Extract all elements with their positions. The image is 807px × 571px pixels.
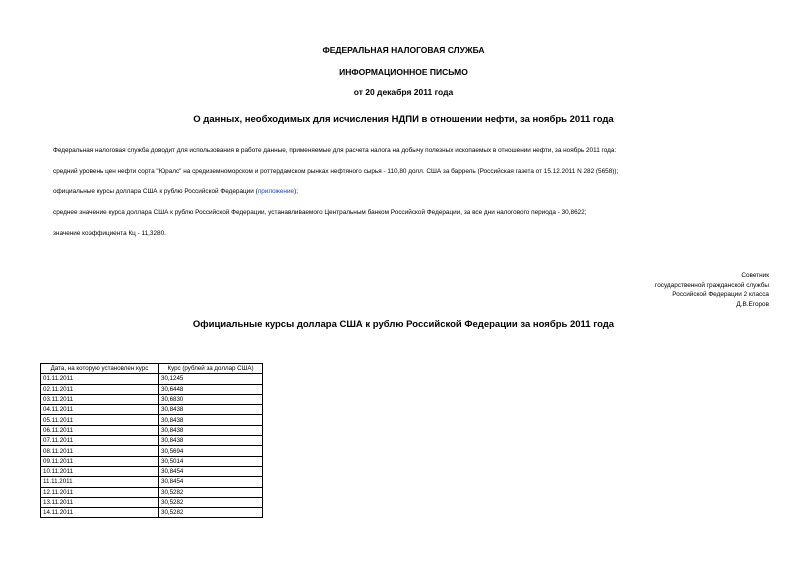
column-header-date: Дата, на которую установлен курс: [41, 364, 159, 374]
date-cell: 01.11.2011: [41, 374, 159, 384]
body-paragraph-exchange-rates: [53, 188, 298, 196]
table-body: [41, 374, 263, 518]
date-cell: 14.11.2011: [41, 508, 159, 518]
table-row: [41, 446, 263, 456]
date-cell: 05.11.2011: [41, 415, 159, 425]
signature-block: [655, 271, 769, 309]
rate-cell: 30,8438: [159, 405, 263, 415]
date-cell: 11.11.2011: [41, 477, 159, 487]
date-cell: 02.11.2011: [41, 384, 159, 394]
table-row: [41, 394, 263, 404]
rate-cell: 30,5694: [159, 446, 263, 456]
rate-cell: 30,5282: [159, 497, 263, 507]
document-date: от 20 декабря 2011 года: [353, 87, 454, 97]
appendix-title: Официальные курсы доллара США к рублю Российской Федерации за ноябрь 2011 года: [192, 319, 615, 330]
date-cell: 10.11.2011: [41, 466, 159, 476]
date-cell: 08.11.2011: [41, 446, 159, 456]
rate-cell: 30,8454: [159, 466, 263, 476]
rate-cell: 30,8438: [159, 425, 263, 435]
column-header-rate: Курс (рублей за доллар США): [159, 364, 263, 374]
rate-cell: 30,8454: [159, 477, 263, 487]
paragraph-text-before-link: официальные курсы доллара США к рублю Российской Федерации (: [53, 188, 258, 195]
paragraph-text-after-link: );: [294, 188, 298, 195]
body-paragraph-oil-price: средний уровень цен нефти сорта "Юралс" на средиземноморском и роттердамском рынках нефтяного сырья - 110,80 долл. США за баррель (Российская газета от 15.12.2011 N 282 (5658));: [53, 168, 619, 175]
table-row: [41, 466, 263, 476]
appendix-link[interactable]: приложение: [257, 188, 295, 195]
rate-cell: 30,6830: [159, 394, 263, 404]
table-row: [41, 374, 263, 384]
date-cell: 12.11.2011: [41, 487, 159, 497]
signature-rank: Российской Федерации 2 класса: [672, 291, 769, 299]
rate-cell: 30,6448: [159, 384, 263, 394]
table-row: [41, 436, 263, 446]
agency-title: ФЕДЕРАЛЬНАЯ НАЛОГОВАЯ СЛУЖБА: [322, 45, 485, 55]
table-row: [41, 477, 263, 487]
rate-cell: 30,5282: [159, 487, 263, 497]
body-paragraph-average-rate: среднее значение курса доллара США к рублю Российской Федерации, устанавливаемого Центральным банком Российской Федерации, за все дни налогового периода - 30,8622;: [53, 209, 587, 216]
date-cell: 09.11.2011: [41, 456, 159, 466]
rate-cell: 30,8438: [159, 415, 263, 425]
table-row: [41, 405, 263, 415]
signature-service: государственной гражданской службы: [655, 281, 769, 289]
rate-cell: 30,5282: [159, 508, 263, 518]
table-row: [41, 487, 263, 497]
body-paragraph-intro: Федеральная налоговая служба доводит для использования в работе данные, применяемые для расчета налога на добычу полезных ископаемых в отношении нефти, за ноябрь 2011 года:: [53, 147, 617, 154]
date-cell: 06.11.2011: [41, 425, 159, 435]
body-paragraph-coefficient: значение коэффициента Кц - 11,3280.: [53, 230, 166, 237]
table-row: [41, 508, 263, 518]
date-cell: 04.11.2011: [41, 405, 159, 415]
table-row: [41, 425, 263, 435]
table-header-row: [41, 364, 263, 374]
exchange-rates-table: [40, 363, 263, 518]
date-cell: 13.11.2011: [41, 497, 159, 507]
signature-name: Д.В.Егоров: [736, 300, 769, 308]
rate-cell: 30,1245: [159, 374, 263, 384]
table-row: [41, 497, 263, 507]
table-row: [41, 384, 263, 394]
table-row: [41, 456, 263, 466]
document-subject: О данных, необходимых для исчисления НДПИ в отношении нефти, за ноябрь 2011 года: [193, 114, 614, 125]
date-cell: 07.11.2011: [41, 436, 159, 446]
rate-cell: 30,5014: [159, 456, 263, 466]
rate-cell: 30,8438: [159, 436, 263, 446]
signature-position: Советник: [741, 272, 769, 279]
date-cell: 03.11.2011: [41, 394, 159, 404]
document-type: ИНФОРМАЦИОННОЕ ПИСЬМО: [339, 67, 468, 77]
table-row: [41, 415, 263, 425]
